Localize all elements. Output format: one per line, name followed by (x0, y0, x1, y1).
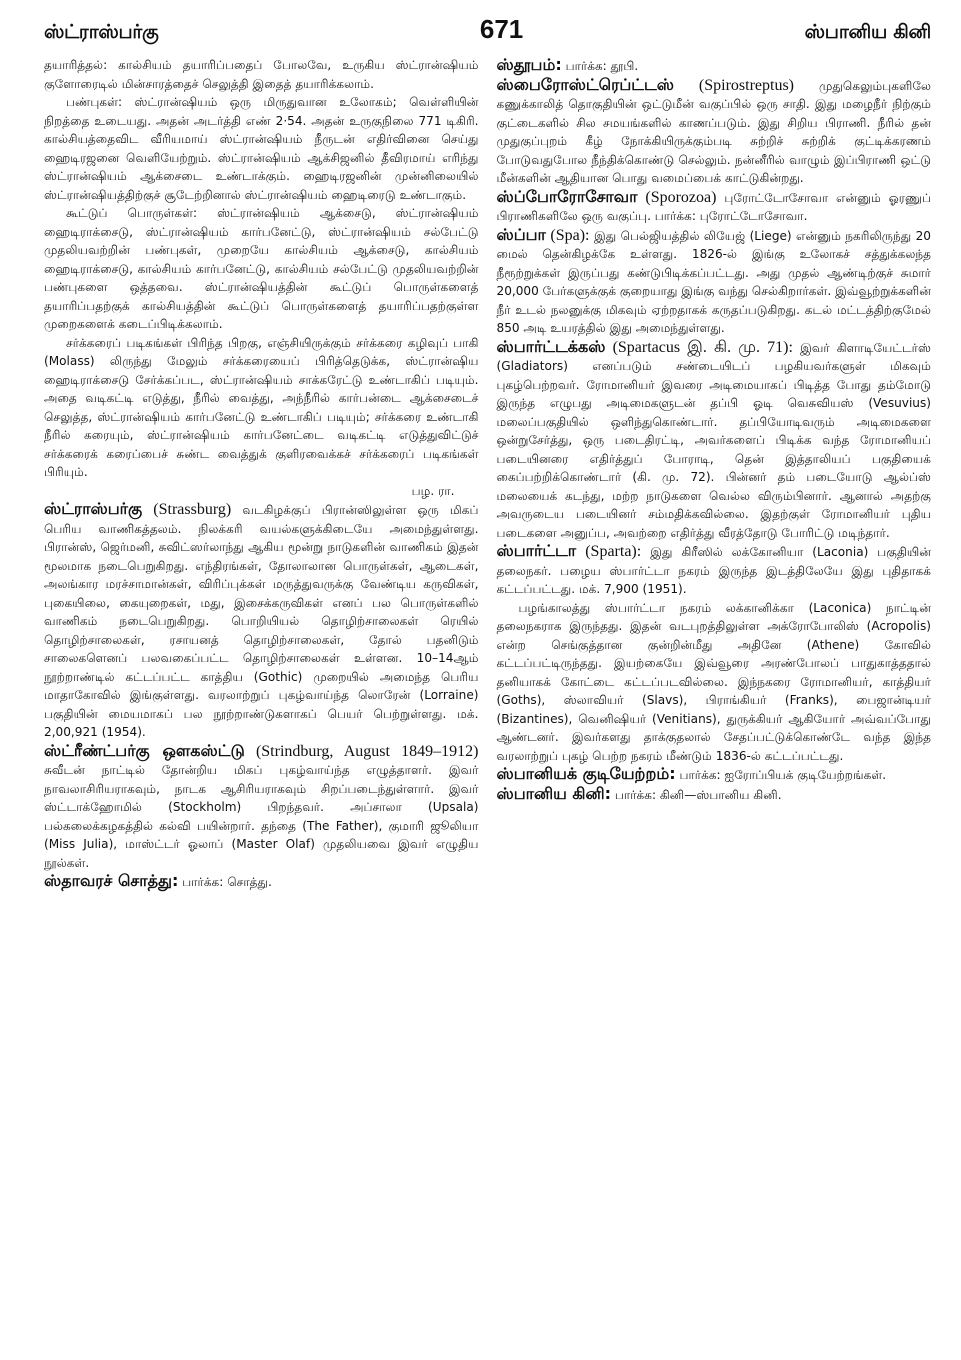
header-left-guide-word: ஸ்ட்ராஸ்பர்கு (44, 21, 159, 43)
entry-strindberg (44, 742, 479, 873)
paragraph-sugar-extraction (44, 334, 479, 501)
left-column (44, 56, 479, 892)
entry-headword: ஸ்ப்பா (496, 224, 546, 244)
paragraph-ancient-sparta: பழங்காலத்து ஸ்பார்ட்டா நகரம் லக்கானிக்கா (Laconica) நாட்டின் தலைநகராக இருந்தது. இதன் வடபுறத்திலுள்ள அக்ரோபோலிஸ் (Acropolis) என்ற செங்குத்தான குன்றின்மீது அதினே (Athene) கோவில் கட்டப்பட்டிருந்தது. இயற்கையே இவ்வூரை அரண்போலப் பாதுகாத்ததால் தனியாகக் கோட்டை கட்டப்படவில்லை. இந்நகரை ரோமானியர், காத்தியர் (Goths), ஸ்லாவியர் (Slavs), பிராங்கியர் (Franks), பைஜான்டியர் (Bizantines), வெனிஷியர் (Venitians), துருக்கியர் ஆகியோர் அவ்வப்போது ஆண்டனர். இவர்களது தாக்குதலால் சேதப்பட்டுக்கொண்டே வந்த இந்த வரலாற்றுப் புகழ் பெற்ற நகரம் மீண்டும் 1836-ல் கட்டப்பட்டது. (496, 600, 931, 763)
entry-body: இவர் கிளாடியேட்டர்ஸ் (Gladiators) எனப்படும் சண்டையிடப் பழகியவர்களுள் மிகவும் புகழ்பெற்றவர். ரோமானியர் இவரை அடிமையாகப் பிடித்த போது தம்மோடு இருந்த எழுபது அடிமைகளுடன் தப்பி ஓடி வெசுவியஸ் (Vesuvius) மலைப்பகுதியில் ஒளிந்துகொண்டார். தப்பியோடிவரும் அடிமைகளை ஒன்றுசேர்த்து, ஒரு படைதிரட்டி, அவர்களைப் பிடிக்க வந்த ரோமானியப் படையினரை எதிர்த்துப் போராடி, தென் இத்தாலியப் பகுதியைக் கைப்பற்றிக்கொண்டார் (கி. மு. 72). பின்னர் தம் படையோடு ஆல்ப்ஸ் மலையைக் கடந்து, மற்ற நாடுகளை வெல்ல விரும்பினார். ஆனால் அதற்கு அவருடைய படையினர் சம்மதிக்கவில்லை. இதற்குள் ரோமானியர் புதிய படைகளை அனுப்ப, அவற்றை எதிர்த்து வீரத்தோடு போரிட்டு மடிந்தார். (496, 340, 931, 540)
entry-body: பார்க்க: சொத்து. (178, 875, 272, 889)
entry-headword: ஸ்தாவரச் சொத்து: (44, 871, 179, 890)
entry-headword: ஸ்ப்போரோசோவா (496, 186, 638, 206)
entry-headword: ஸ்தூபம்: (496, 55, 562, 74)
right-column (497, 56, 932, 892)
entry-sparta (497, 542, 932, 599)
entry-body: இது பெல்ஜியத்தில் லியேஜ் (Liege) என்னும் நகரிலிருந்து 20 மைல் தென்கிழக்கே உள்ளது. 1826-ல் இங்கு உலோகச் சத்துக்கலந்த நீரூற்றுக்கள் இருப்பது கண்டுபிடிக்கப்பட்டது. அது முதல் ஆண்டிற்குச் சுமார் 20,000 பேர்களுக்குக் குறையாது இங்கு வந்து செல்கிறார்கள். இவ்வூற்றுக்களின் நீர் உடல் நலனுக்கு மிகவும் ஏற்றதாகக் கருதப்படுகிறது. கடல் மட்டத்திற்குமேல் 850 அடி உயரத்தில் இது அமைந்துள்ளது. (496, 228, 931, 335)
entry-latin-name: (Spa): (545, 226, 594, 244)
entry-spanish-colonization (497, 765, 932, 785)
paragraph-compounds: கூட்டுப் பொருள்கள்: ஸ்ட்ரான்ஷியம் ஆக்சைடு, ஸ்ட்ரான்ஷியம் ஹைடிராக்சைடு, ஸ்ட்ரான்ஷியம் கார்பனேட்டு, ஸ்ட்ரான்ஷியம் சல்பேட்டு முதலியவற்றின் பண்புகள், முறையே கால்சியம் ஆக்சைடு, கால்சியம் ஹைடிராக்சைடு, கால்சியம் கார்பனேட்டு, கால்சியம் சல்பேட்டு முதலியவற்றின் பண்புகளை ஒத்தவை. ஸ்ட்ரான்ஷியத்தின் கூட்டுப் பொருள்களைத் தயாரிப்பதற்குக் கால்சியத்தின் கூட்டுப் பொருள்களைத் தயாரிப்பதற்குள்ள முறைகளைக் கடைப்பிடிக்கலாம். (44, 206, 479, 331)
entry-body: சுவீடன் நாட்டில் தோன்றிய மிகப் புகழ்வாய்ந்த எழுத்தாளர். இவர் நாவலாசிரியராகவும், நாடக ஆசிரியராகவும் சிறப்படைந்துள்ளார். இவர் ஸ்ட்டாக்ஹோமில் (Stockholm) பிறந்தவர். அப்சாலா (Upsala) பல்கலைக்கழகத்தில் கல்வி பயின்றார். தந்தை (The Father), குமாரி ஜூலியா (Miss Julia), மாஸ்ட்டர் ஓலாப் (Master Olaf) முதலியவை இவர் எழுதிய நூல்கள். (44, 763, 479, 870)
entry-spartacus (497, 338, 932, 543)
entry-stupa (497, 56, 932, 76)
page-header (44, 14, 931, 48)
sugar-extraction-text: சர்க்கரைப் படிகங்கள் பிரிந்த பிறகு, எஞ்சியிருக்கும் சர்க்கரை கழிவுப் பாகி (Molass) லிருந்து மேலும் சர்க்கரையைப் பிரித்தெடுக்க, ஸ்ட்ரான்ஷிய ஹைடிராக்சைடு சேர்க்கப்பட, ஸ்ட்ரான்ஷியம் சாக்கரேட்டு உண்டாகிப் படியும். அதை வடிகட்டி எடுத்து, நீரில் வைத்து, அந்நீரில் கார்பன்டை ஆக்சைடைச் செலுத்த, ஸ்ட்ரான்ஷியம் கார்பனேட்டு உண்டாகிப் படியும்; சர்க்கரை உண்டாகி நீரில் கரையும், ஸ்ட்ரான்ஷியம் கார்பனேட்டை வடிகட்டி எடுத்துவிட்டுச் சர்க்கரைக் கரைப்பைச் சுண்ட வைத்துக் குளிரவைக்கச் சர்க்கரைப் படிகங்கள் பிரியும். (44, 335, 479, 479)
entry-immovable-property (44, 872, 479, 892)
entry-spa (497, 226, 932, 338)
author-signature: பழ. ரா. (411, 483, 455, 498)
entry-headword: ஸ்பானிய கினி: (496, 783, 612, 803)
entry-strassburg (44, 500, 479, 742)
entry-body: பார்க்க: கினி—ஸ்பானிய கினி. (611, 787, 782, 802)
entry-body: வடகிழக்குப் பிரான்ஸிலுள்ள ஒரு மிகப் பெரிய வாணிகத்தலம். நிலக்கரி வயல்களுக்கிடையே அமைந்துள்ளது. பிரான்ஸ், ஜெர்மனி, சுவிட்ஸர்லாந்து ஆகிய மூன்று நாடுகளின் வாணிகம் இதன் மூலமாக நடைபெறுகிறது. எந்திரங்கள், தோலாலான பொருள்கள், ஆடைகள், அலங்கார மரச்சாமான்கள், விரிப்புக்கள் மருத்துவருக்கு வேண்டிய கருவிகள், புகையிலை, கையுறைகள், மது, இசைக்கருவிகள் எனப் பல பொருள்களில் வாணிகம் நடைபெறுகிறது. பொறியியல் தொழிற்சாலைகள் ரெயில் தொழிற்சாலைகள், ரசாயனத் தொழிற்சாலைகள், தோல் பதனிடும் சாலைகளெனப் பலவகைப்பட்ட தொழிற்சாலைகள் உள்ளன. 10–14ஆம் நூற்றாண்டில் கட்டப்பட்ட காத்திய (Gothic) முறையில் அமைந்த பெரிய மாதாகோவில் இங்குள்ளது. வரலாற்றுப் புகழ்வாய்ந்த லொரேன் (Lorraine) பகுதியின் மையமாகப் பல நூற்றாண்டுகளாகப் பெயர் பெற்றுள்ளது. மக். 2,00,921 (1954). (44, 503, 479, 739)
entry-latin-name: (Spartacus இ. கி. மு. 71): (605, 338, 801, 356)
entry-headword: ஸ்ட்ரீண்ட்பர்கு ஒளகஸ்ட்டு (44, 740, 245, 760)
entry-headword: ஸ்ட்ராஸ்பர்கு (44, 499, 143, 518)
entry-spirostreptus (497, 76, 932, 188)
entry-headword: ஸ்பைரோஸ்ட்ரெப்ட்டஸ் (496, 74, 674, 94)
paragraph-properties: பண்புகள்: ஸ்ட்ரான்ஷியம் ஒரு மிருதுவான உலோகம்; வெள்ளியின் நிறத்தை உடையது. அதன் அடர்த்தி எண் 2·54. அதன் உருகுநிலை 771 டிகிரி. கால்சியத்தைவிட வீரியமாய் ஸ்ட்ரான்ஷியம் நீருடன் எதிர்வினை செய்து ஹைடிரஜனை வெளியேற்றும். ஸ்ட்ரான்ஷியம் ஆக்சிஜனில் தீவிரமாய் எரிந்து ஸ்ட்ரான்ஷியம் ஆக்சைடை உண்டாக்கும். ஹைடிரஜனின் முன்னிலையில் ஸ்ட்ரான்ஷியத்திற்குச் சூடேற்றினால் ஸ்ட்ரான்ஷியம் ஹைடிரைடு உண்டாகும். (44, 95, 479, 202)
header-right-guide-word: ஸ்பானிய கினி (804, 21, 931, 43)
entry-latin-name: (Spirostreptus) (673, 76, 819, 94)
paragraph-preparation: தயாரித்தல்: கால்சியம் தயாரிப்பதைப் போலவே, உருகிய ஸ்ட்ரான்ஷியம் குளோரைடில் மின்சாரத்தைச் செலுத்தி இதைத் தயாரிக்கலாம். (44, 58, 479, 91)
entry-spanish-guinea (497, 785, 932, 805)
page-number: 671 (479, 14, 524, 44)
entry-latin-name: (Strindburg, August 1849–1912) (244, 742, 479, 760)
entry-headword: ஸ்பார்ட்டக்கஸ் (496, 336, 606, 356)
entry-body: பார்க்க: ஐரோப்பியக் குடியேற்றங்கள். (675, 768, 887, 782)
entry-body: முதுகெலும்புகளிலே கணுக்காலித் தொகுதியின் ஒட்டுமீன் வகுப்பில் ஒரு சாதி. இது மழைநீர் நிற்கும் குட்டைகளில் சில சமயங்களில் காணப்படும். இது சிறிய பிராணி. நீரில் தன் முதுகுப்புறம் கீழ் நோக்கியிருக்கும்படி சுற்றிச் சுற்றிக் குட்டிக்கரணம் போடுவதுபோல நீந்திக்கொண்டு செல்லும். நன்னீரில் வாழும் இப்பிராணி ஒட்டு மீன்களின் ஆதியான பொது வமைப்பைக் காட்டுகின்றது. (496, 78, 931, 185)
entry-latin-name: (Sporozoa) (637, 188, 725, 206)
entry-body: புரோட்டோசோவா என்னும் ஓரணுப் பிராணிகளிலே ஒரு வகுப்பு. பார்க்க: புரோட்டோசோவா. (496, 190, 931, 223)
entry-headword: ஸ்பானியக் குடியேற்றம்: (496, 764, 676, 783)
entry-sporozoa (497, 188, 932, 226)
entry-body: பார்க்க: தூபி. (561, 59, 639, 73)
entry-latin-name: (Sparta): (576, 543, 651, 560)
entry-body: இது கிரீஸில் லக்கோனியா (Laconia) பகுதியின் தலைநகர். பழைய ஸ்பார்ட்டா நகரம் இருந்த இடத்திலேயே இது புதிதாகக் கட்டப்பட்டது. மக். 7,900 (1951). (496, 545, 931, 596)
entry-headword: ஸ்பார்ட்டா (496, 541, 577, 560)
entry-latin-name: (Strassburg) (142, 501, 243, 518)
two-column-body (44, 56, 931, 892)
